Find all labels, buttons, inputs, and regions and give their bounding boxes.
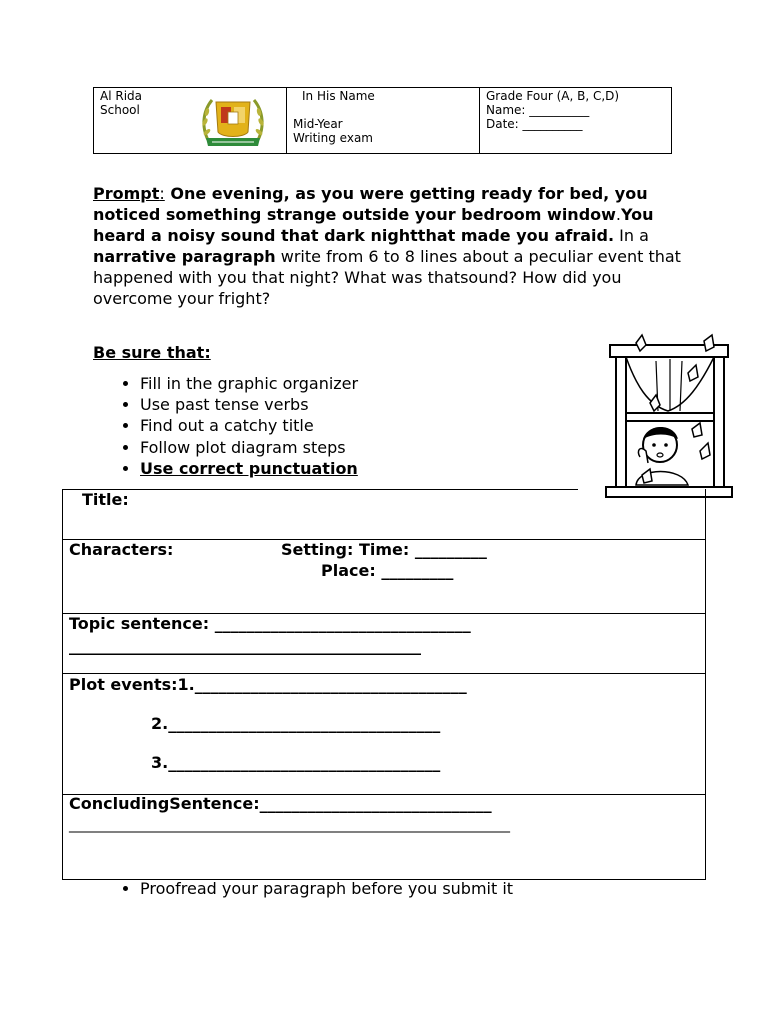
school-name: Al Rida School [100, 89, 142, 117]
setting-place-field[interactable]: Place: _________ [321, 561, 454, 580]
plot-event-2-field[interactable]: 2.__________________________________ [151, 714, 441, 733]
title-cell [287, 88, 480, 153]
checklist-item: • Follow plot diagram steps [140, 437, 358, 458]
topic-sentence-line[interactable]: ____________________________________________ [69, 636, 421, 655]
topic-sentence-field[interactable]: Topic sentence: ________________________________ [69, 614, 471, 633]
checklist-item: • Fill in the graphic organizer [140, 373, 358, 394]
divider [63, 673, 705, 674]
characters-label: Characters: [69, 540, 174, 559]
student-info-cell [480, 88, 672, 153]
final-tip-item: • Proofread your paragraph before you submit it [140, 879, 513, 898]
checklist [93, 373, 358, 479]
checklist-item: • Use past tense verbs [140, 394, 358, 415]
prompt-paragraph: Prompt: One evening, as you were getting ready for bed, you noticed something strange outside your bedroom window.You heard a noisy sound that dark nightthat made you afraid. In a narrative paragraph write from 6 to 8 lines about a peculiar event that happened with you that night? What was thatsound? How did you overcome your fright? [93, 184, 681, 308]
checklist-item: • Find out a catchy title [140, 415, 358, 436]
concluding-sentence-line[interactable]: _______________________________________________________________ [69, 817, 510, 833]
graphic-organizer [62, 489, 706, 880]
final-tip [93, 879, 513, 898]
setting-time-field[interactable]: Setting: Time: _________ [281, 540, 487, 559]
date-field[interactable]: Date: __________ [486, 117, 583, 131]
plot-event-1-field[interactable]: Plot events:1.__________________________________ [69, 675, 467, 694]
school-crest-logo [198, 94, 268, 150]
exam-header-table [93, 87, 672, 154]
grade-text: Grade Four (A, B, C,D) [486, 89, 620, 103]
plot-event-3-field[interactable]: 3.__________________________________ [151, 753, 441, 772]
concluding-sentence-field[interactable]: ConcludingSentence:_____________________________ [69, 794, 492, 813]
title-label: Title: [82, 490, 129, 509]
exam-title: Mid-Year Writing exam [293, 117, 373, 145]
be-sure-heading: Be sure that: [93, 343, 211, 362]
checklist-item: • Use correct punctuation [140, 458, 358, 479]
school-cell [94, 88, 287, 153]
prompt-label: Prompt [93, 184, 160, 203]
in-his-name-text: In His Name [302, 89, 375, 103]
name-field[interactable]: Name: __________ [486, 103, 590, 117]
